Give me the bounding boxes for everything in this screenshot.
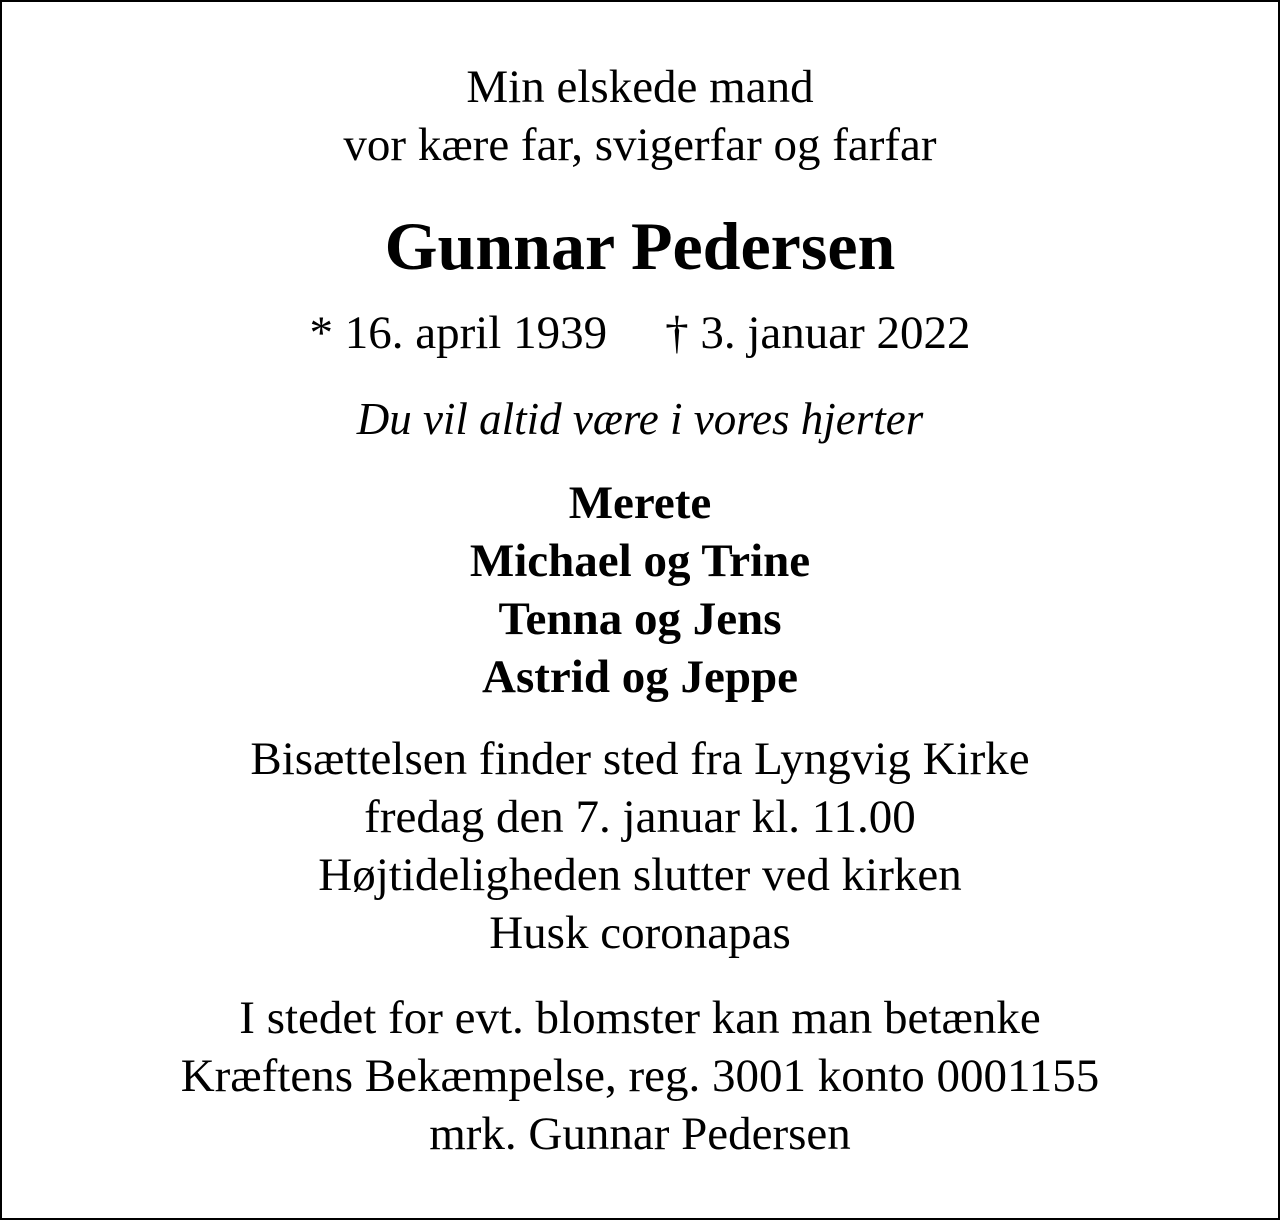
family-line-4: Astrid og Jeppe — [482, 651, 798, 703]
ceremony-line-2: fredag den 7. januar kl. 11.00 — [364, 791, 916, 843]
death-date: 3. januar 2022 — [700, 307, 971, 359]
ceremony-line-3: Højtideligheden slutter ved kirken — [318, 849, 962, 901]
family-line-1: Merete — [568, 477, 712, 529]
intro-line-2: vor kære far, svigerfar og farfar — [343, 119, 937, 171]
ceremony-line-1: Bisættelsen finder sted fra Lyngvig Kirke — [250, 733, 1030, 785]
birth-symbol: * — [309, 307, 333, 359]
ceremony-line-4: Husk coronapas — [489, 907, 791, 959]
memorial-quote: Du vil altid være i vores hjerter — [356, 394, 924, 444]
death-symbol: † — [665, 307, 689, 359]
donation-line-3: mrk. Gunnar Pedersen — [429, 1108, 851, 1160]
family-line-2: Michael og Trine — [469, 535, 811, 587]
deceased-name: Gunnar Pedersen — [384, 208, 896, 284]
birth-date: 16. april 1939 — [344, 307, 608, 359]
donation-line-2: Kræftens Bekæmpelse, reg. 3001 konto 0001155 — [180, 1050, 1100, 1102]
family-line-3: Tenna og Jens — [498, 593, 782, 645]
life-dates — [2, 307, 1278, 359]
donation-line-1: I stedet for evt. blomster kan man betænke — [239, 992, 1041, 1044]
intro-line-1: Min elskede mand — [466, 61, 814, 113]
